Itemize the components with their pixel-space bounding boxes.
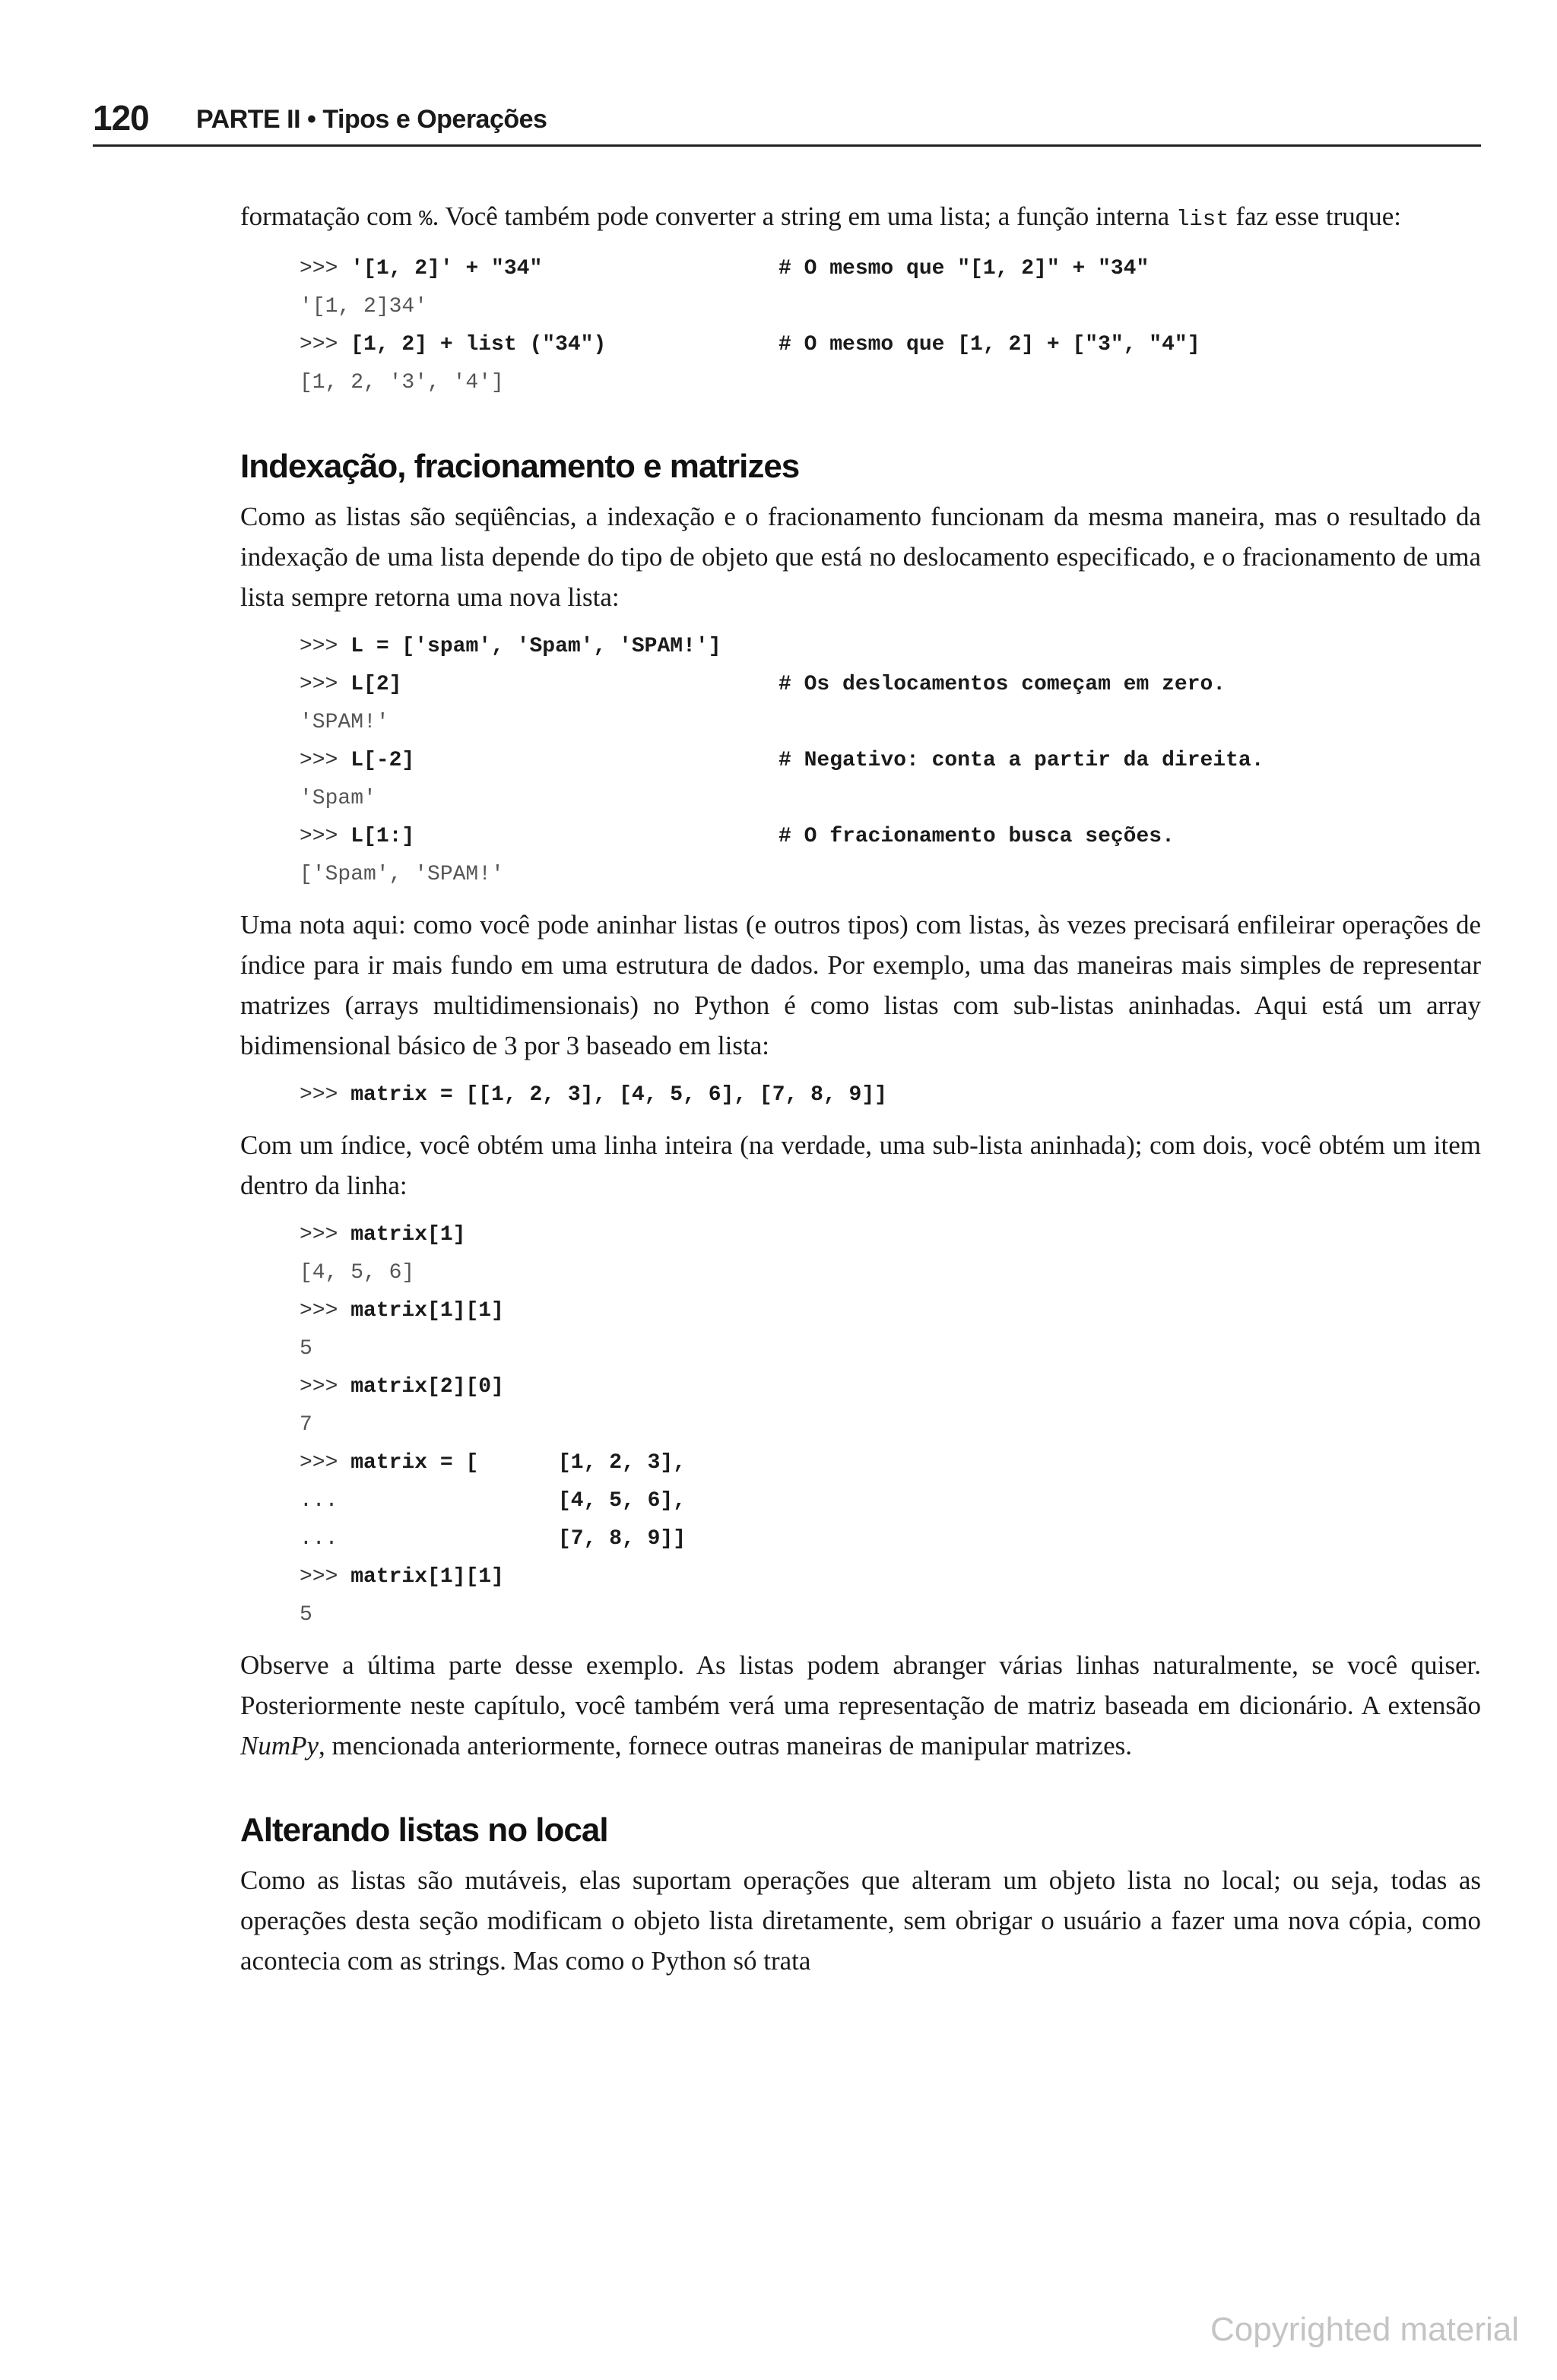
code-comment: # Negativo: conta a partir da direita.	[778, 749, 1264, 772]
code-output-line: 5	[300, 1603, 312, 1627]
code-input-line: >>> matrix[2][0]	[300, 1375, 504, 1399]
code-input-line: >>> L[-2] # Negativo: conta a partir da direita.	[300, 742, 1481, 780]
code-input-line: >>> [1, 2] + list ("34") # O mesmo que [1, 2] + ["3", "4"]	[300, 326, 1481, 364]
code-comment: # O mesmo que [1, 2] + ["3", "4"]	[778, 333, 1200, 357]
section-heading-in-place: Alterando listas no local	[240, 1811, 608, 1849]
section-heading-indexing: Indexação, fracionamento e matrizes	[240, 448, 800, 485]
paragraph-indexing: Como as listas são seqüências, a indexação e o fracionamento funcionam da mesma maneira, mas o resultado da indexação de uma lista depende do tipo de objeto que está no deslocamento especificado, e o fracionamento de uma lista sempre retorna uma nova lista:	[240, 502, 1481, 612]
code-input-line: >>> L[1:] # O fracionamento busca seções.	[300, 818, 1481, 856]
running-head: PARTE II • Tipos e Operações	[196, 105, 547, 134]
paragraph-intro: formatação com %. Você também pode converter a string em uma lista; a função interna list faz esse truque:	[240, 201, 1402, 232]
code-output-line: [1, 2, '3', '4']	[300, 371, 504, 395]
code-comment: # Os deslocamentos começam em zero.	[778, 673, 1226, 696]
code-block	[300, 250, 1481, 402]
code-input-line: >>> L[2] # Os deslocamentos começam em zero.	[300, 666, 1481, 704]
code-output-line: 'SPAM!'	[300, 711, 389, 734]
paragraph-numpy: Observe a última parte desse exemplo. As listas podem abranger várias linhas naturalmente, se você quiser. Posteriormente neste capítulo, você também verá uma representação de matriz baseada em dicionário. A extensão NumPy, mencionada anteriormente, fornece outras maneiras de manipular matrizes.	[240, 1650, 1481, 1760]
code-comment: # O fracionamento busca seções.	[778, 825, 1175, 848]
paragraph-in-place: Como as listas são mutáveis, elas suportam operações que alteram um objeto lista no local; ou seja, todas as operações desta seção modificam o objeto lista diretamente, sem obrigar o usuário a fazer uma nova cópia, como acontecia com as strings. Mas como o Python só trata	[240, 1865, 1481, 1976]
paragraph-matrix-index: Com um índice, você obtém uma linha inteira (na verdade, uma sub-lista aninhada); com dois, você obtém um item dentro da linha:	[240, 1130, 1481, 1200]
code-input-line: >>> matrix[1]	[300, 1223, 466, 1247]
code-output-line: [4, 5, 6]	[300, 1261, 415, 1285]
code-input-line: ... [4, 5, 6],	[300, 1489, 687, 1513]
code-output-line: ['Spam', 'SPAM!'	[300, 863, 504, 886]
code-output-line: 5	[300, 1337, 312, 1361]
page-number: 120	[93, 98, 149, 138]
page-header	[93, 97, 1481, 147]
code-input-line: >>> matrix[1][1]	[300, 1299, 504, 1323]
code-input-line: ... [7, 8, 9]]	[300, 1527, 687, 1551]
code-comment: # O mesmo que "[1, 2]" + "34"	[778, 257, 1150, 280]
page-content	[240, 196, 1481, 1981]
code-input-line: >>> matrix = [[1, 2, 3], [4, 5, 6], [7, 8, 9]]	[300, 1083, 887, 1107]
code-input-line: >>> matrix = [ [1, 2, 3],	[300, 1451, 687, 1475]
code-output-line: 'Spam'	[300, 787, 376, 810]
code-input-line: >>> '[1, 2]' + "34" # O mesmo que "[1, 2]" + "34"	[300, 250, 1481, 288]
code-block	[300, 628, 1481, 894]
copyright-watermark: Copyrighted material	[1210, 2311, 1519, 2348]
code-output-line: '[1, 2]34'	[300, 295, 428, 318]
paragraph-nesting: Uma nota aqui: como você pode aninhar listas (e outros tipos) com listas, às vezes precisará enfileirar operações de índice para ir mais fundo em uma estrutura de dados. Por exemplo, uma das maneiras mais simples de representar matrizes (arrays multidimensionais) no Python é como listas com sub-listas aninhadas. Aqui está um array bidimensional básico de 3 por 3 baseado em lista:	[240, 910, 1481, 1060]
code-output-line: 7	[300, 1413, 312, 1437]
code-input-line: >>> matrix[1][1]	[300, 1565, 504, 1589]
code-block	[300, 1216, 1481, 1634]
code-block	[300, 1076, 1481, 1114]
code-input-line: >>> L = ['spam', 'Spam', 'SPAM!']	[300, 635, 721, 658]
